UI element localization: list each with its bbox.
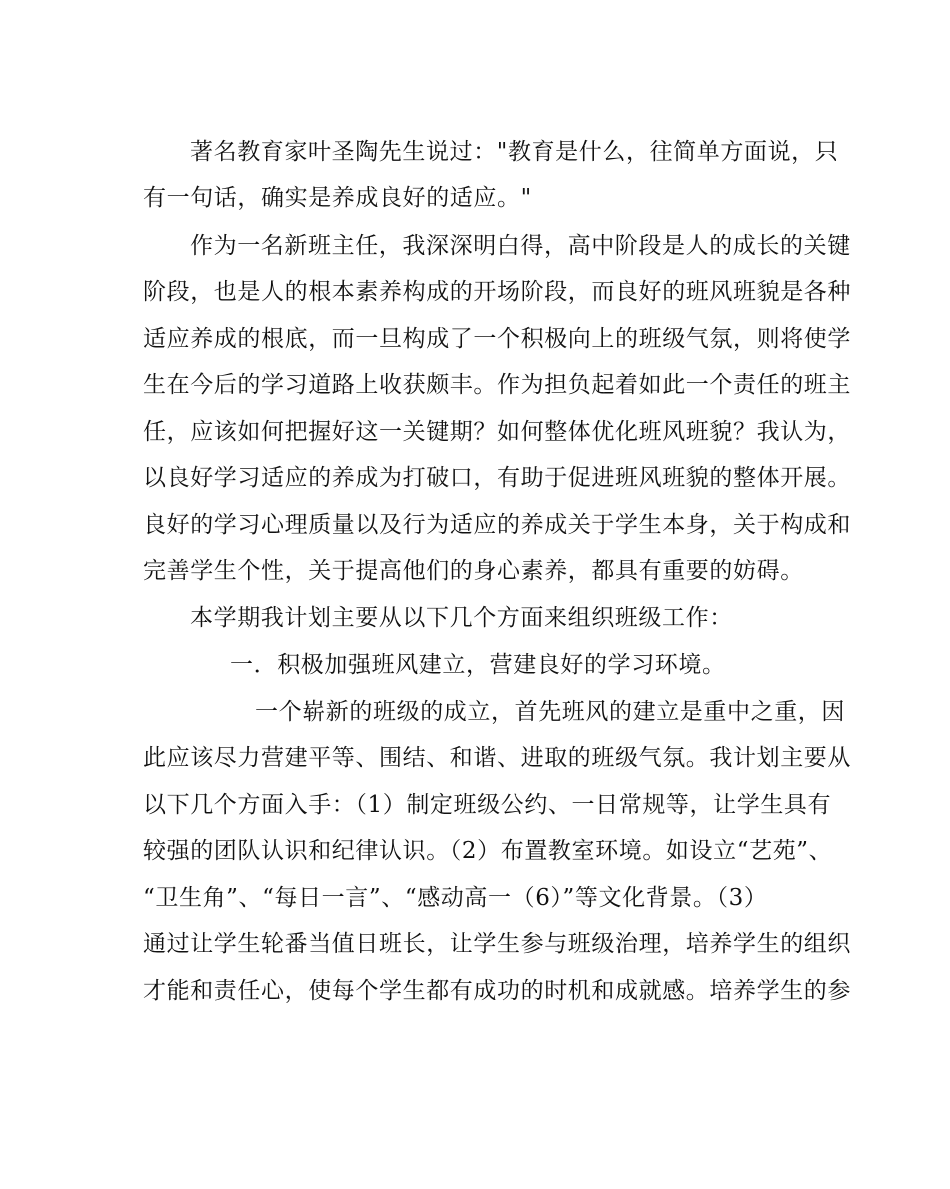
paragraph-line: 适应养成的根底，而一旦构成了一个积极向上的班级气氛，则将使学 bbox=[143, 326, 851, 352]
paragraph-line: 阶段，也是人的根本素养构成的开场阶段，而良好的班风班貌是各种 bbox=[143, 279, 851, 305]
paragraph-line: 较强的团队认识和纪律认识。（2）布置教室环境。如设立“艺苑”、 bbox=[143, 838, 833, 864]
paragraph-line: 通过让学生轮番当值日班长，让学生参与班级治理，培养学生的组织 bbox=[143, 931, 851, 957]
paragraph-line: 此应该尽力营建平等、围结、和谐、进取的班级气氛。我计划主要从 bbox=[143, 745, 851, 771]
paragraph-line: 有一句话，确实是养成良好的适应。" bbox=[143, 185, 532, 211]
paragraph-line: 作为一名新班主任，我深深明白得，高中阶段是人的成长的关键 bbox=[190, 233, 851, 259]
paragraph-line: 良好的学习心理质量以及行为适应的养成关于学生本身，关于构成和 bbox=[143, 512, 851, 538]
paragraph-line: 才能和责任心，使每个学生都有成功的时机和成就感。培养学生的参 bbox=[143, 978, 851, 1004]
paragraph-line: 一个崭新的班级的成立，首先班风的建立是重中之重，因 bbox=[255, 699, 845, 725]
section-heading: 一．积极加强班风建立，营建良好的学习环境。 bbox=[230, 652, 726, 678]
paragraph-line: 完善学生个性，关于提高他们的身心素养，都具有重要的妨碍。 bbox=[143, 558, 804, 584]
paragraph-line: “卫生角”、“每日一言”、“感动高一（6）”等文化背景。（3） bbox=[143, 885, 768, 911]
paragraph-line: 本学期我计划主要从以下几个方面来组织班级工作： bbox=[190, 605, 733, 631]
paragraph-line: 任，应该如何把握好这一关键期？如何整体优化班风班貌？我认为， bbox=[143, 419, 851, 445]
paragraph-line: 以下几个方面入手：（1）制定班级公约、一日常规等，让学生具有 bbox=[143, 792, 832, 818]
paragraph-line: 以良好学习适应的养成为打破口，有助于促进班风班貌的整体开展。 bbox=[143, 465, 851, 491]
paragraph-line: 著名教育家叶圣陶先生说过："教育是什么，往简单方面说，只 bbox=[190, 139, 839, 165]
paragraph-line: 生在今后的学习道路上收获颇丰。作为担负起着如此一个责任的班主 bbox=[143, 372, 851, 398]
